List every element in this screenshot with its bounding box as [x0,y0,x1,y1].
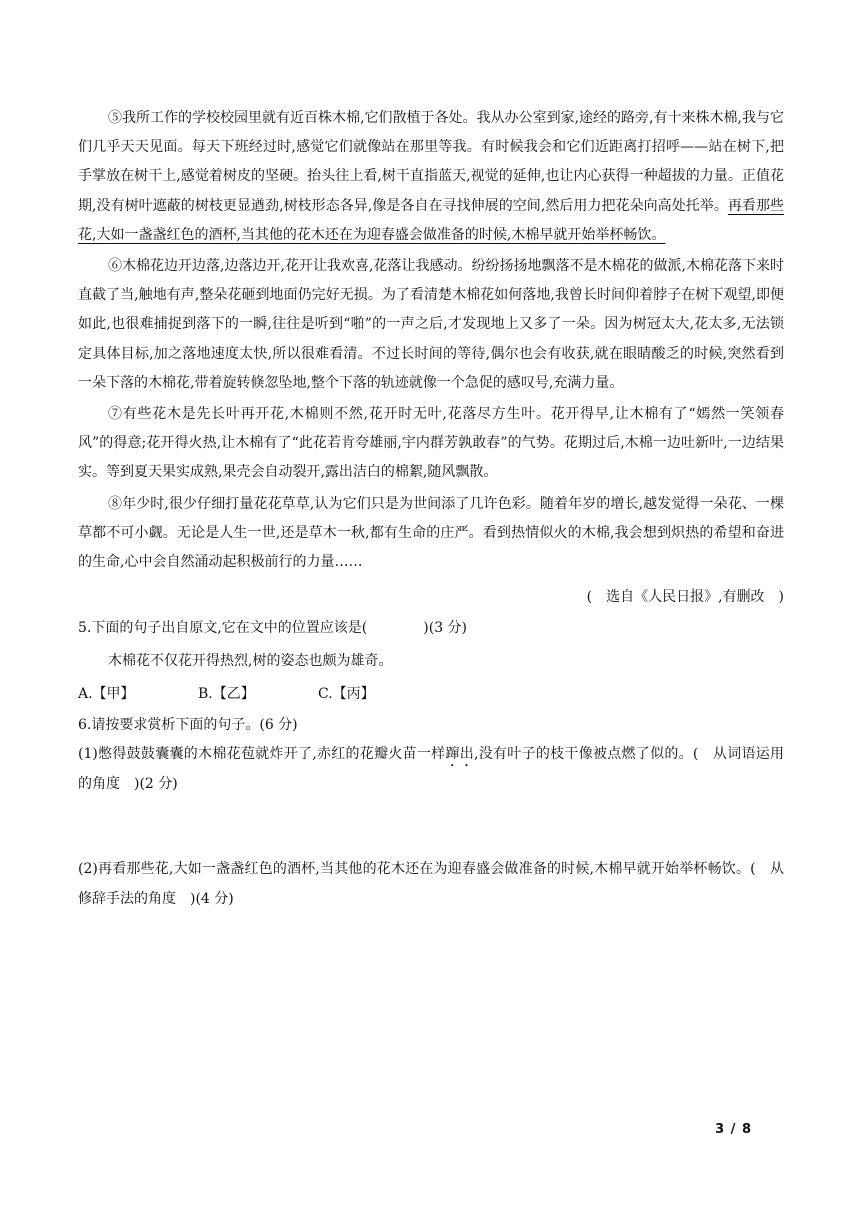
question-5-options [78,680,784,709]
question-5-quote: 木棉花不仅花开得热烈,树的姿态也颇为雄奇。 [108,653,393,670]
page-number: 3 / 8 [715,1122,752,1137]
question-6-title: 6.请按要求赏析下面的句子。(6 分) [78,717,298,734]
paragraph-8: ⑧年少时,很少仔细打量花花草草,认为它们只是为世间添了几许色彩。随着年岁的增长,越发觉得一朵花、一棵草都不可小觑。无论是人生一世,还是草木一秋,都有生命的庄严。看到热情似火的木棉,我会想到炽热的希望和奋进的生命,心中会自然涌动起积极前行的力量…… [78,495,784,571]
paragraph-7: ⑦有些花木是先长叶再开花,木棉则不然,花开时无叶,花落尽方生叶。花开得早,让木棉有了“嫣然一笑领春风”的得意;花开得火热,让木棉有了“此花若肯夸雄丽,宇内群芳孰敢春”的气势。花期过后,木棉一边吐新叶,一边结果实。等到夏天果实成熟,果壳会自动裂开,露出洁白的棉絮,随风飘散。 [78,406,784,481]
option-c: C.【丙】 [318,686,375,703]
option-b: B.【乙】 [198,686,255,703]
source-citation: ( 选自《人民日报》,有删改 ) [586,589,784,606]
paragraph-6: ⑥木棉花边开边落,边落边开,花开让我欢喜,花落让我感动。纷纷扬扬地飘落不是木棉花的做派,木棉花落下来时直截了当,触地有声,整朵花砸到地面仍完好无损。为了看清楚木棉花如何落地,我曾长时间仰着脖子在树下观望,即便如此,也很难捕捉到落下的一瞬,往往是听到“啪”的一声之后,才发现地上又多了一朵。因为树冠太大,花太多,无法锁定具体目标,加之落地速度太快,所以很难看清。不过长时间的等待,偶尔也会有收获,就在眼睛酸乏的时候,突然看到一朵下落的木棉花,带着旋转倏忽坠地,整个下落的轨迹就像一个急促的感叹号,充满力量。 [78,258,784,391]
option-a: A.【甲】 [78,686,135,703]
document-page [78,104,784,914]
sub-1-after: ,没有叶子的枝干像被点燃了似的。( 从词语运用的角度 )(2 分) [78,746,785,793]
answer-space-1 [78,799,784,855]
paragraph-5-text: ⑤我所工作的学校校园里就有近百株木棉,它们散植于各处。我从办公室到家,途经的路旁,有十来株木棉,我与它们几乎天天见面。每天下班经过时,感觉它们就像站在那里等我。有时候我会和它们近距离打招呼——站在树下,把手掌放在树干上,感觉着树皮的坚硬。抬头往上看,树干直指蓝天,视觉的延伸,也让内心获得一种超拔的力量。正值花期,没有树叶遮蔽的树枝更显遒劲,树枝形态各异,像是各自在寻找伸展的空间,然后用力把花朵向高处托举。 [78,110,784,214]
underlined-sentence: 再看那些花,大如一盏盏红色的酒杯,当其他的花木还在为迎春盛会做准备的时候,木棉早就开始举杯畅饮。 [78,197,784,243]
sub-1-before: (1)憋得鼓鼓囊囊的木棉花苞就炸开了,赤红的花瓣火苗一样 [78,746,446,763]
question-6-sub-2: (2)再看那些花,大如一盏盏红色的酒杯,当其他的花木还在为迎春盛会做准备的时候,木棉早就开始举杯畅饮。( 从修辞手法的角度 )(4 分) [78,861,784,907]
paragraph-5 [78,104,784,250]
emphasized-word: 蹿出 [445,746,475,763]
question-6-sub-1 [78,740,784,799]
question-5-title: 5.下面的句子出自原文,它在文中的位置应该是( )(3 分) [78,620,468,637]
